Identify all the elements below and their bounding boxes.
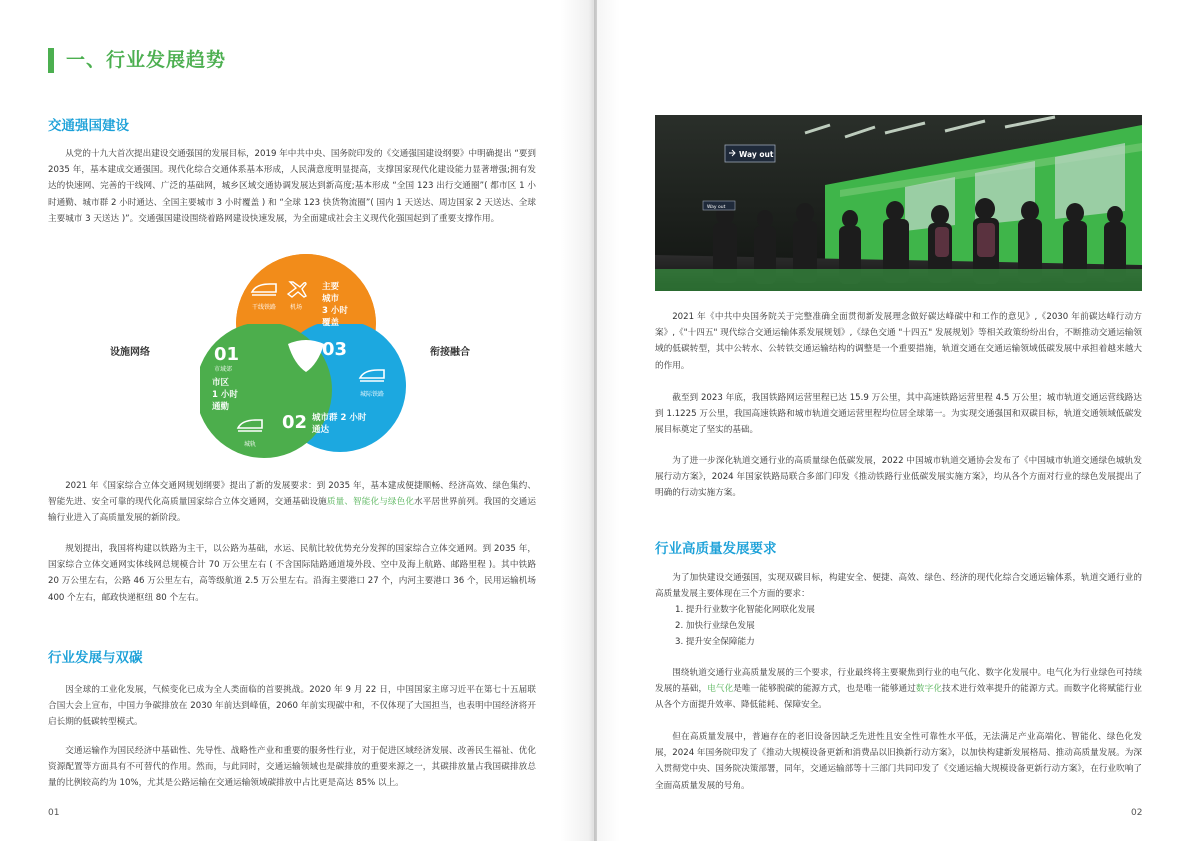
green-main-text-3: 通勤 — [212, 402, 230, 412]
paragraph-right-1: 2021 年《中共中央国务院关于完整准确全面贯彻新发展理念做好碳达峰碳中和工作的意见》,《2030 年前碳达峰行动方案》,《"十四五" 现代综合交通运输体系发展规划》,《绿色交通 "十四五" 发展规划》等相关政策纷纷出台，不断推动交通运输领域的低碳转型，其中公转水、公转铁交通运输结构的调整是一个重要措施，轨道交通在交通运输领域低碳发展中承担着越来越大的作用。 — [655, 312, 1142, 371]
blue-main-text-1: 城市群 2 小时 — [312, 413, 367, 423]
blue-icon-label: 城际铁路 — [359, 391, 385, 398]
page-number-right: 02 — [1131, 808, 1143, 818]
list-item: 2. 加快行业绿色发展 — [675, 621, 755, 632]
para-a-highlight-digitalization: 数字化 — [915, 684, 943, 695]
orange-main-text-1: 主要 — [322, 282, 340, 292]
chapter-title: 一、行业发展趋势 — [66, 49, 227, 71]
list-item: 1. 提升行业数字化智能化网联化发展 — [675, 605, 815, 615]
para2-text-after: 水平居世界前列。我国的交通运输行业进入了高质量发展的新阶段。 — [48, 497, 536, 524]
section-title-high-quality: 行业高质量发展要求 — [655, 541, 777, 557]
transport-circle-diagram — [200, 252, 414, 464]
section-title-transport-power: 交通强国建设 — [48, 118, 129, 134]
list-item: 3. 提升安全保障能力 — [675, 637, 755, 648]
orange-main-text-2: 城市 — [322, 294, 340, 304]
orange-icon2-label: 机场 — [289, 304, 303, 311]
paragraph-transport-power-3: 规划提出，我国将构建以铁路为主干，以公路为基础，水运、民航比较优势充分发挥的国家综合立体交通网。到 2035 年，国家综合立体交通网实体线网总规模合计 70 万公里左右 ( 不含国际陆路通道境外段、空中及海上航路、邮路里程 )。其中铁路 20 万公里左右，公路 46 万公里左右，高等级航道 2.5 万公里左右。沿海主要港口 27 个，内河主要港口 36 个，民用运输机场 400 个左右，邮政快递枢纽 80 个左右。 — [48, 544, 536, 603]
paragraph-transport-power-1: 从党的十九大首次提出建设交通强国的发展目标，2019 年中共中央、国务院印发的《交通强国建设纲要》中明确提出 “要到 2035 年，基本建成交通强国。现代化综合交通体系基本形成，人民满意度明显提高，支撑国家现代化建设能力显著增强;拥有发达的快速网、完善的干线网、广泛的基础网，城乡区域交通协调发展达到新高度;基本形成 “全国 123 出行交通圈”( 都市区 1 小时通勤、城市群 2 小时通达、全国主要城市 3 小时覆盖 ) 和 “全球 123 快货物流圈”( 国内 1 天送达、周边国家 2 天送达、全球主要城市 3 天送达 )”。交通强国建设围绕着路网建设快速发展，为全面建成社会主义现代化强国起到了重要支撑作用。 — [48, 149, 536, 224]
paragraph-high-quality-intro: 为了加快建设交通强国，实现双碳目标，构建安全、便捷、高效、绿色、经济的现代化综合交通运输体系，轨道交通行业的高质量发展主要体现在三个方面的要求： — [655, 573, 1142, 600]
para2-highlight: 质量、智能化与绿色化 — [326, 497, 415, 508]
requirements-list — [675, 602, 1135, 651]
para-a-text-1: 围绕轨道交通行业高质量发展的三个要求，行业最终将主要聚焦到行业的电气化、数字化发展中。电气化为行业绿色可持续发展的基础， — [655, 668, 1142, 695]
blue-number: 02 — [282, 412, 308, 433]
diagram-label-facility-network: 设施网络 — [110, 347, 150, 358]
paragraph-right-3: 为了进一步深化轨道交通行业的高质量绿色低碳发展，2022 中国城市轨道交通协会发布了《中国城市轨道交通绿色城轨发展行动方案》，2024 年国家铁路局联合多部门印发《推动铁路行业低碳发展实施方案》，均从各个方面对行业的绿色发展提出了明确的行动实施方案。 — [655, 456, 1142, 499]
orange-number: 03 — [322, 339, 348, 360]
chapter-accent-bar — [48, 48, 54, 73]
green-icon-label: 城轨 — [243, 441, 257, 448]
green-main-text-1: 市区 — [212, 378, 230, 388]
blue-main-text-2: 通达 — [312, 425, 330, 435]
page-number-left: 01 — [48, 808, 60, 818]
green-small-label: 市域郊 — [214, 366, 233, 373]
orange-icon1-label: 干线铁路 — [251, 304, 277, 311]
para-a-text-2: 是唯一能够脱碳的能源方式，也是唯一能够通过 — [733, 684, 916, 695]
orange-main-text-3: 3 小时 — [322, 306, 348, 316]
circle-orange-overlap — [236, 254, 376, 324]
paragraph-carbon-1: 因全球的工业化发展，气候变化已成为全人类面临的首要挑战。2020 年 9 月 22 日，中国国家主席习近平在第七十五届联合国大会上宣布，中国力争碳排放在 2030 年前达到峰值，2060 年前实现碳中和，不仅体现了大国担当，也表明中国经济将开启长期的低碳转型模式。 — [48, 685, 536, 728]
orange-main-text-4: 覆盖 — [322, 318, 340, 328]
paragraph-right-2: 截至到 2023 年底，我国铁路网运营里程已达 15.9 万公里，其中高速铁路运营里程 4.5 万公里；城市轨道交通运营线路达到 1.1225 万公里，我国高速铁路和城市轨道交通运营里程均位居全球第一。为实现交通强国和双碳目标，轨道交通领域低碳发展目标奠定了坚实的基础。 — [655, 393, 1142, 436]
para-a-highlight-electrification: 电气化 — [707, 684, 734, 695]
paragraph-high-quality-a — [655, 665, 1142, 714]
metro-train-photo — [655, 115, 1142, 291]
way-out-sign-text: Way out — [739, 150, 774, 159]
green-number: 01 — [214, 344, 240, 365]
section-title-carbon: 行业发展与双碳 — [48, 650, 143, 666]
paragraph-carbon-2: 交通运输作为国民经济中基础性、先导性、战略性产业和重要的服务性行业，对于促进区域经济发展、改善民生福祉、优化资源配置等方面具有不可替代的作用。然而，与此同时，交通运输领域也是碳排放的重要来源之一，其碳排放量占我国碳排放总量的比例较高约为 10%，尤其是公路运输在交通运输领域碳排放中占比更是高达 85% 以上。 — [48, 746, 536, 789]
way-out-sign-small-text: Way out — [707, 205, 726, 210]
right-page — [597, 0, 1190, 841]
left-page — [0, 0, 594, 841]
para-a-text-3: 技术进行效率提升的能源方式。而数字化将赋能行业从各个方面提升效率、降低能耗、保障安全。 — [655, 684, 1142, 711]
diagram-label-integration: 衔接融合 — [430, 347, 470, 358]
paragraph-transport-power-2 — [48, 478, 536, 527]
para2-text-before: 2021 年《国家综合立体交通网规划纲要》提出了新的发展要求：到 2035 年，基本建成便捷顺畅、经济高效、绿色集约、智能先进、安全可靠的现代化高质量国家综合立体交通网，交通基础设施 — [48, 481, 536, 508]
green-main-text-2: 1 小时 — [212, 390, 238, 400]
paragraph-high-quality-b: 但在高质量发展中，普遍存在的老旧设备因缺乏先进性且安全性可靠性水平低，无法满足产业高端化、智能化、绿色化发展，2024 年国务院印发了《推动大规模设备更新和消费品以旧换新行动方案》，以加快构建新发展格局、推动高质量发展。为深入贯彻党中央、国务院决策部署，同年，交通运输部等十三部门共同印发了《交通运输大规模设备更新行动方案》，在行业吹响了全面高质量发展的号角。 — [655, 732, 1142, 791]
